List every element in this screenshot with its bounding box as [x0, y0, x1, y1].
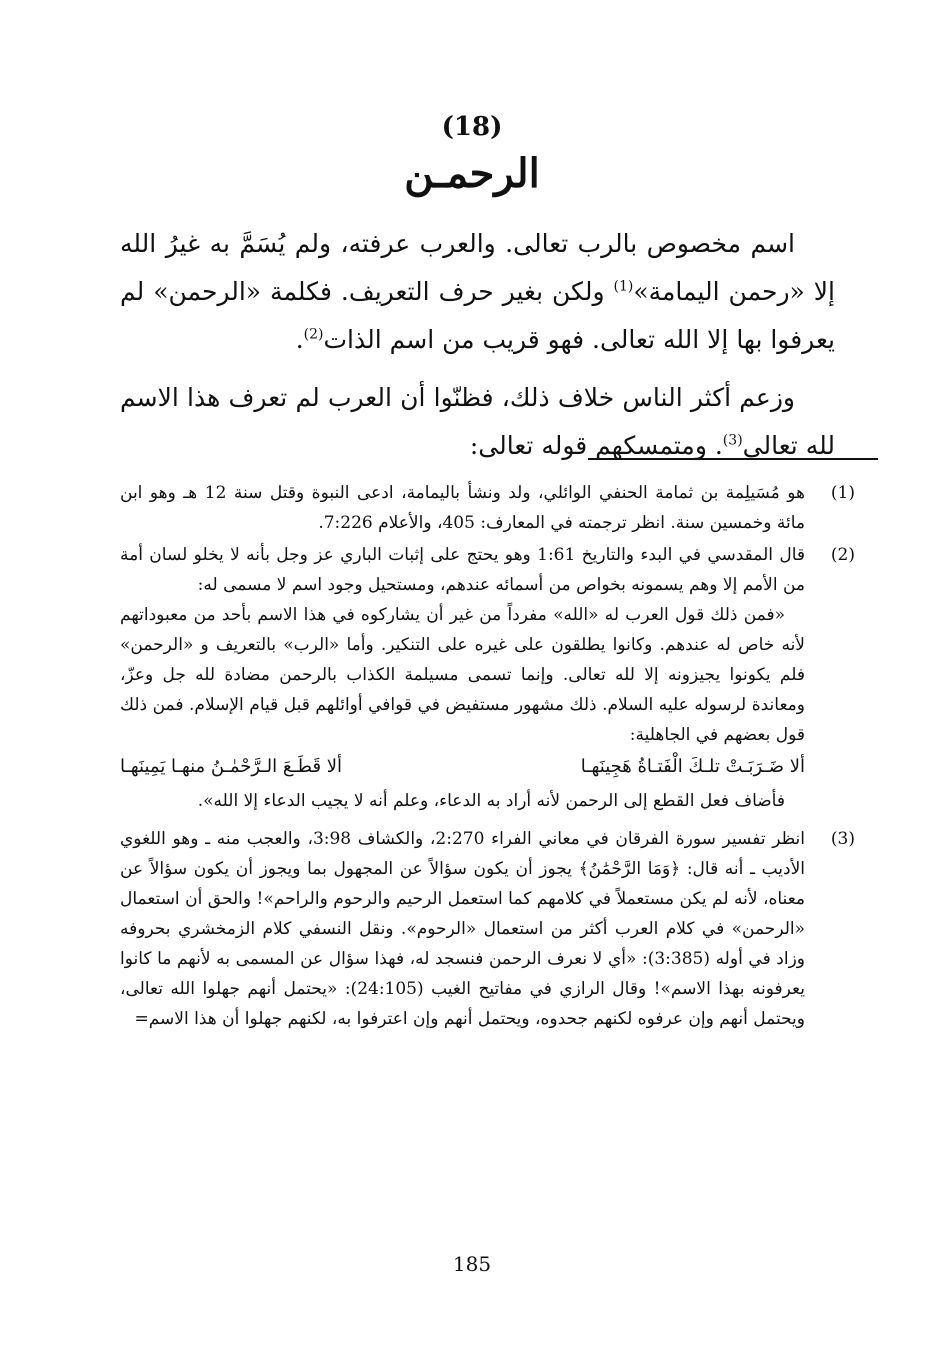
footnote-2-number: (2)	[830, 545, 855, 565]
footnote-2-quote: «فمن ذلك قول العرب له «الله» مفرداً من غير أن يشاركوه في هذا الاسم بأحد من معبوداتهم لأنه خاص له عندهم. وكانوا يطلقون على غيره على التنكير. وأما «الرب» بالتعريف و «الرحمن» فلم يكونوا يجيزونه إلا لله تعالى. وإنما تسمى مسيلمة الكذاب بالرحمن مضادة لله جل وعزّ، ومعاندة لرسوله عليه السلام. ذلك مشهور مستفيض في قوافي أوائلهم قبل قيام الإسلام. فمن ذلك قول بعضهم في الجاهلية:	[120, 605, 806, 745]
verse-first-hemistich: ألا ضَـرَبَـتْ تلـكَ الْفَتـاةُ هَجِينَهـا	[580, 756, 805, 777]
footnote-3	[120, 824, 855, 1034]
footnote-3-text: انظر تفسير سورة الفرقان في معاني الفراء 2:270، والكشاف 3:98، والعجب منه ـ وهو اللغوي الأديب ـ أنه قال: ﴿وَمَا الرَّحْمَٰنُ﴾ يجوز أن يكون سؤالاً عن المجهول بما ويجوز أن يكون سؤالاً عن معناه، لأنه لم يكن مستعملاً في كلامهم كما استعمل الرحيم والرحوم والراحم»! والحق أن استعمال «الرحمن» في كلام العرب أكثر من استعمال «الرحوم». ونقل النسفي كلام الزمخشري بحروفه وزاد في أوله (3:385): «أي لا نعرف الرحمن فنسجد له، فهذا سؤال عن المسمى به لأنهم ما كانوا يعرفونه بهذا الاسم»! وقال الرازي في مفاتيح الغيب (24:105): «يحتمل أنهم جهلوا الله تعالى، ويحتمل أنهم وإن عرفوه لكنهم جحدوه، ويحتمل أنهم وإن اعترفوا به، لكنهم جهلوا أن هذا الاسم=	[120, 829, 805, 1029]
footnote-ref-2: (2)	[303, 326, 324, 343]
verse-second-hemistich: ألا قَطَـعَ الـرَّحْمٰـنُ منهـا يَمِينَهـا	[120, 756, 343, 777]
paragraph-1-part-c: .	[295, 325, 304, 354]
paragraph-2	[120, 374, 835, 470]
footnote-2	[120, 540, 855, 816]
footnote-1-number: (1)	[830, 483, 855, 503]
main-text	[120, 220, 835, 470]
footnote-3-number: (3)	[830, 829, 855, 849]
chapter-title: الرحمـن	[404, 150, 540, 197]
paragraph-1-part-a: اسم مخصوص بالرب تعالى. والعرب عرفته، ولم يُسَمَّ به غيرُ الله إلا «رحمن اليمامة»	[120, 229, 836, 306]
paragraph-1-part-b: ولكن بغير حرف التعريف. فكلمة «الرحمن» لم يعرفوا بها إلا الله تعالى. فهو قريب من اسم الذات	[120, 277, 835, 354]
footnote-ref-1: (1)	[613, 278, 634, 295]
footnote-1	[120, 478, 855, 538]
footnote-ref-3: (3)	[722, 432, 743, 449]
page-number: 185	[452, 1252, 492, 1276]
paragraph-2-part-b: . ومتمسكهم قوله تعالى:	[469, 431, 723, 460]
paragraph-1	[120, 220, 835, 364]
paragraph-2-part-a: وزعم أكثر الناس خلاف ذلك، فظنّوا أن العرب لم تعرف هذا الاسم لله تعالى	[120, 383, 835, 460]
poetry-verse	[120, 750, 805, 786]
chapter-number: (18)	[441, 112, 503, 142]
footnote-2-conclusion: فأضاف فعل القطع إلى الرحمن لأنه أراد به الدعاء، وعلم أنه لا يجيب الدعاء إلا الله».	[197, 791, 785, 811]
footnote-1-text: هو مُسَيلِمة بن ثمامة الحنفي الوائلي، ولد ونشأ باليمامة، ادعى النبوة وقتل سنة 12 هـ وهو ابن مائة وخمسين سنة. انظر ترجمته في المعارف: 405، والأعلام 7:226.	[120, 483, 806, 533]
footnote-2-text: قال المقدسي في البدء والتاريخ 1:61 وهو يحتج على إثبات الباري عز وجل بأنه لا يخلو لسان أمة من الأمم إلا وهم يسمونه بخواص من أسمائه عندهم، ومستحيل وجود اسم لا مسمى له:	[120, 545, 805, 595]
footnotes	[120, 478, 855, 1034]
footnote-separator	[588, 458, 878, 460]
